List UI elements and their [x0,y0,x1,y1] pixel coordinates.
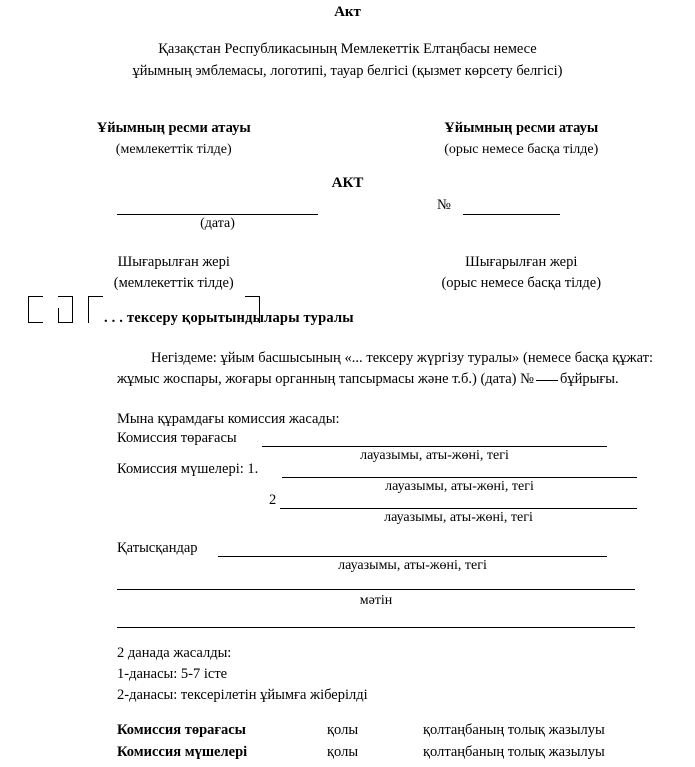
commission-chairman-input-rule[interactable] [262,446,607,447]
subject-bracket-open-icon [88,296,103,323]
organization-name-right-language: (орыс немесе басқа тілде) [444,142,599,157]
date-caption: (дата) [200,216,235,231]
organization-name-left-language: (мемлекеттік тілде) [115,142,232,157]
place-of-issue-right [348,252,695,294]
copies-note-line-3: 2-данасы: тексерілетін ұйымға жіберілді [117,687,368,703]
basis-paragraph [117,348,653,390]
copies-note-line-2: 1-данасы: 5-7 істе [117,666,228,682]
signature-block [117,719,677,763]
commission-member-1-input-rule[interactable] [282,477,637,478]
date-rule[interactable] [117,214,318,215]
signature-row [117,719,677,741]
act-number-label: № [437,197,451,213]
emblem-note-line-1: Қазақстан Республикасының Мемлекеттік Елтаңбасы немесе [158,41,537,57]
signature-row [117,741,677,763]
participants-caption: лауазымы, аты-жөні, тегі [338,558,487,573]
commission-chairman-label: Комиссия төрағасы [117,430,237,446]
emblem-note-line-2: ұйымның эмблемасы, логотипі, тауар белгісі (қызмет көрсету белгісі) [132,63,563,79]
organization-name-left [0,117,348,161]
place-of-issue-row [0,252,695,294]
text-area-top-rule[interactable] [117,589,635,590]
organization-name-left-title: Ұйымның ресми атауы [96,120,251,136]
commission-member-1-number: 1. [247,461,259,477]
emblem-note [0,38,695,82]
participants-label: Қатысқандар [117,540,198,556]
participants-input-rule[interactable] [218,556,607,557]
copies-note-line-1: 2 данада жасалды: [117,645,232,661]
text-area-caption: мәтін [359,593,393,608]
place-of-issue-left-title: Шығарылған жері [117,254,230,270]
commission-member-2-caption: лауазымы, аты-жөні, тегі [384,510,533,525]
subject-title: . . . тексеру қорытындылары туралы [104,310,354,326]
commission-members-label [117,461,258,478]
page-title: Акт [334,4,361,20]
basis-order-number-label: № [520,371,534,387]
commission-member-2-number: 2 [269,492,277,508]
text-area-bottom-rule[interactable] [117,627,635,628]
basis-order-number-rule[interactable] [536,380,558,381]
basis-order-suffix: бұйрығы. [559,371,619,387]
signature-transcript-caption: қолтаңбаның толық жазылуы [423,744,605,760]
organization-name-right [348,117,695,161]
copies-note [117,643,368,706]
organization-name-row [0,117,695,161]
commission-chairman-caption: лауазымы, аты-жөні, тегі [360,448,509,463]
place-of-issue-right-language: (орыс немесе басқа тілде) [441,275,602,291]
act-heading: АКТ [331,175,364,191]
signature-mark-caption: қолы [327,744,359,760]
act-number-rule[interactable] [463,214,560,215]
basis-order-number [520,371,619,387]
commission-intro: Мына құрамдағы комиссия жасады: [117,411,340,427]
signature-mark-caption: қолы [327,722,359,738]
corner-mark-bottom-left-icon [28,308,43,323]
signature-role: Комиссия мүшелері [117,744,248,760]
basis-paragraph-text: Негіздеме: ұйым басшысының «... тексеру жүргізу туралы» (немесе басқа құжат: жұмыс жоспары, жоғары органның тапсырмасы және т.б.) (дата) [117,350,653,387]
corner-mark-bottom-right-icon [58,308,73,323]
place-of-issue-right-title: Шығарылған жері [465,254,578,270]
commission-members-label-text: Комиссия мүшелері: [117,461,244,477]
signature-transcript-caption: қолтаңбаның толық жазылуы [423,722,605,738]
signature-role: Комиссия төрағасы [117,722,246,738]
organization-name-right-title: Ұйымның ресми атауы [444,120,599,136]
place-of-issue-left [0,252,348,294]
place-of-issue-left-language: (мемлекеттік тілде) [113,275,234,291]
commission-member-1-caption: лауазымы, аты-жөні, тегі [385,479,534,494]
commission-member-2-input-rule[interactable] [280,508,637,509]
